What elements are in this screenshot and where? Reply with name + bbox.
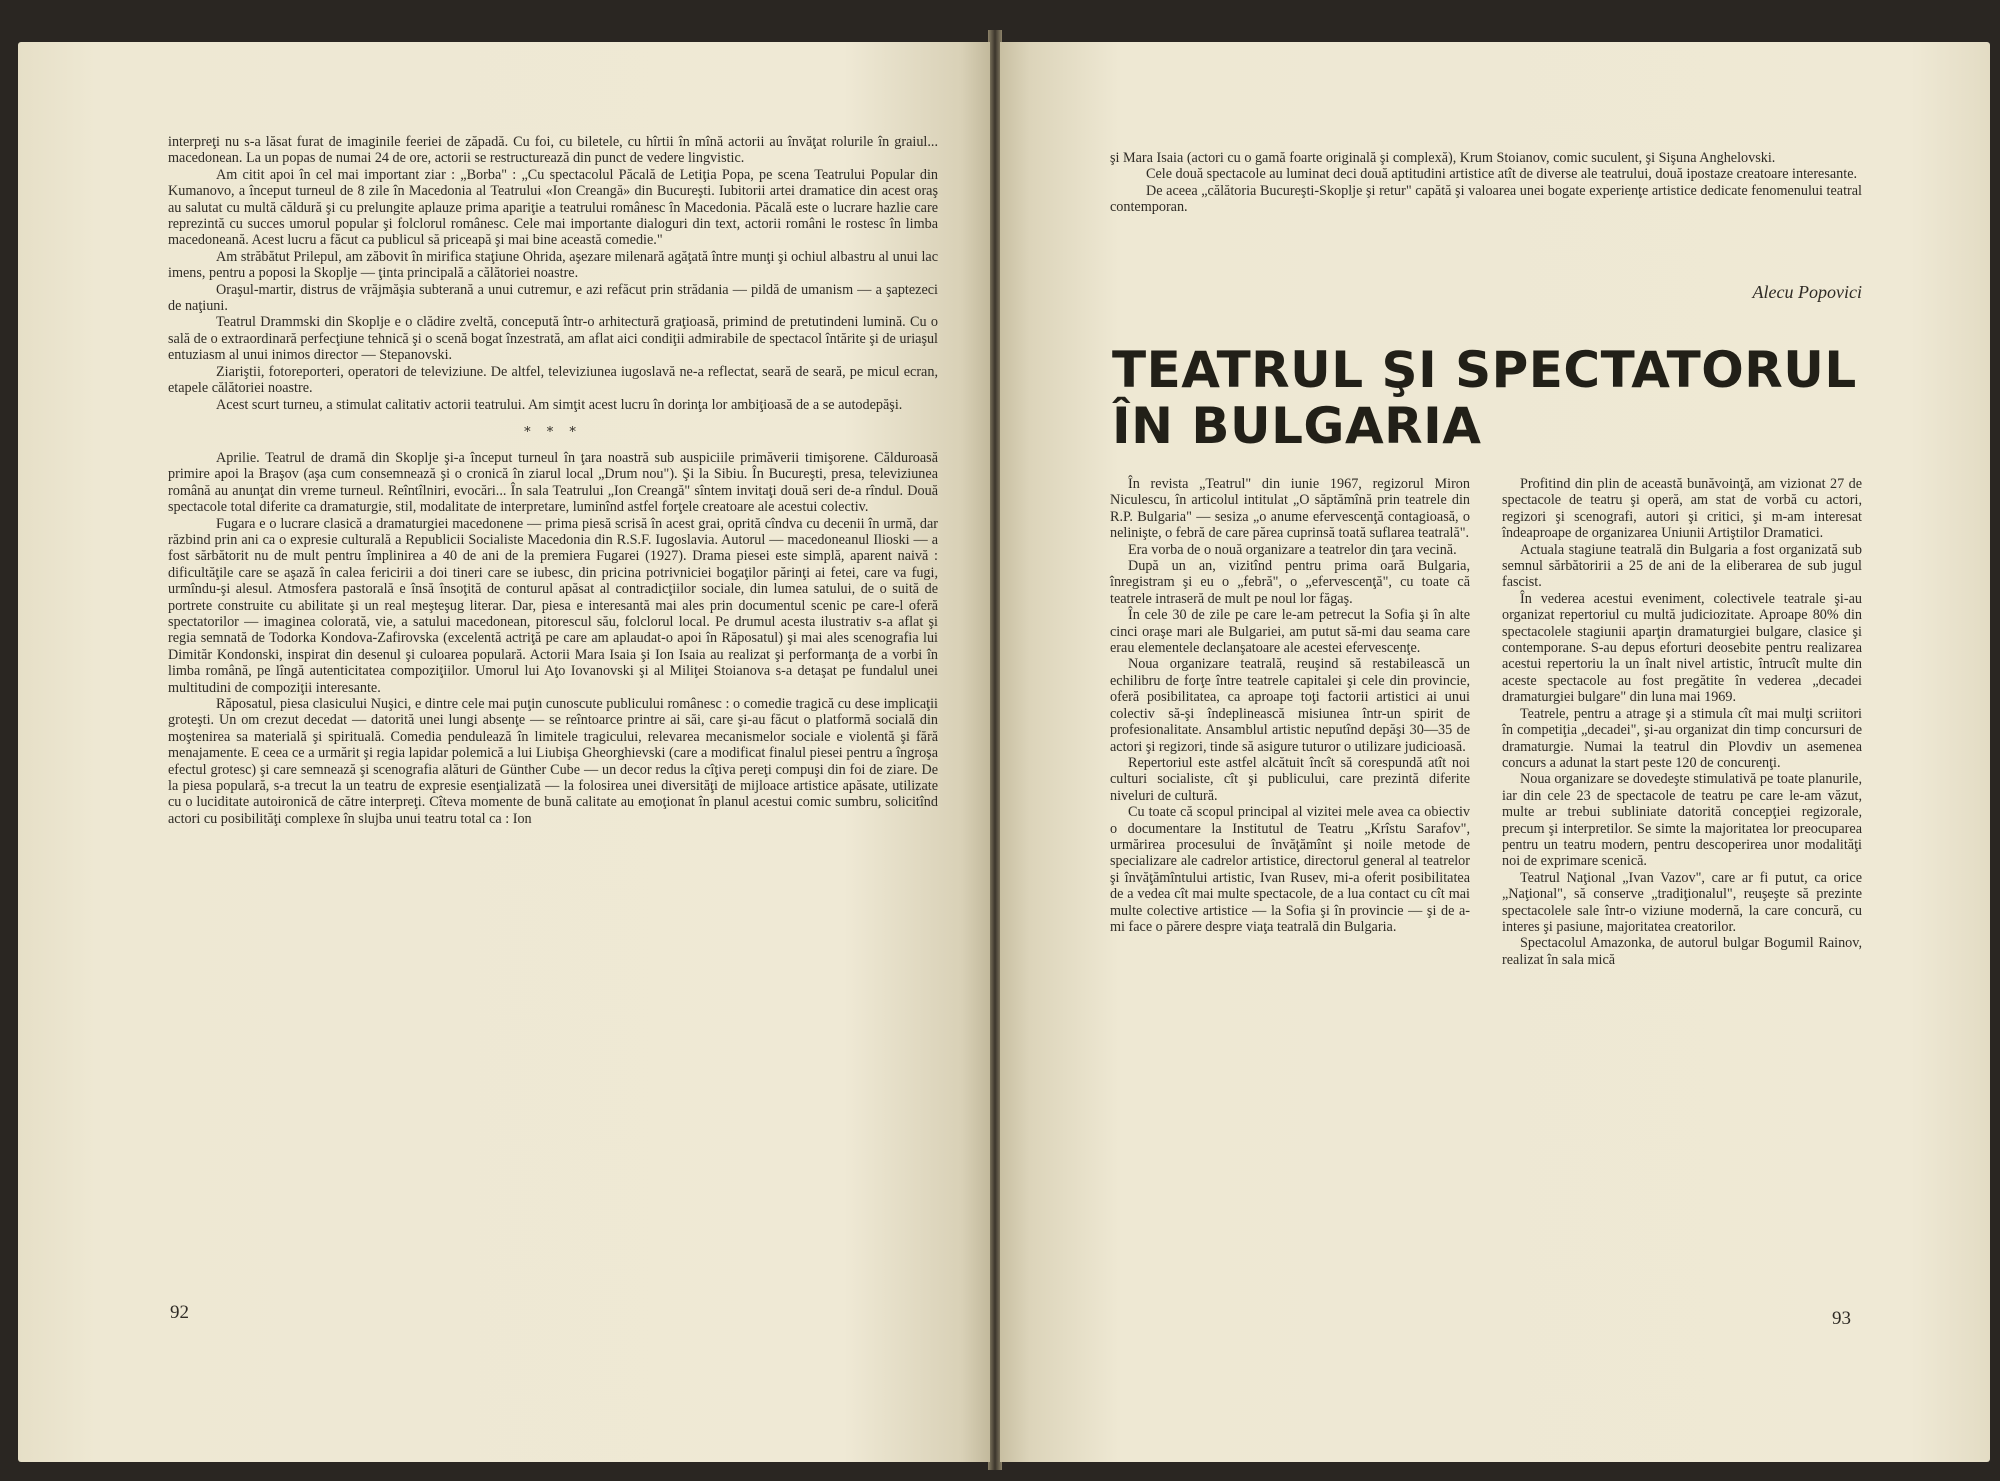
column-paragraph: În vederea acestui eveniment, colectivele teatrale şi-au organizat repertoriul cu multă judiciozitate. Aproape 80% din spectacolele stagiunii aparţin dramaturgiei bulgare, clasice şi contemporane. S-au depus eforturi deosebite pentru realizarea acestui repertoriu la un înalt nivel artistic, întrucît multe din aceste spectacole au fost pregătite în vederea „decadei dramaturgiei bulgare" din luna mai 1969. <box>1502 590 1862 706</box>
page-number-left: 92 <box>170 1302 189 1323</box>
column-paragraph: Spectacolul Amazonka, de autorul bulgar Bogumil Rainov, realizat în sala mică <box>1502 935 1862 968</box>
right-continuation-paragraph: De aceea „călătoria Bucureşti-Skoplje şi retur" capătă şi valoarea unei bogate experienţe artistice dedicate fenomenului teatral contemporan. <box>1110 182 1862 216</box>
right-continuation-paragraph: şi Mara Isaia (actori cu o gamă foarte originală şi complexă), Krum Stoianov, comic suculent, şi Sişuna Anghelovski. <box>1110 150 1776 166</box>
column-paragraph: Repertoriul este astfel alcătuit încît să corespundă atît noi culturi socialiste, cît şi publicului, care prezintă diferite niveluri de cultură. <box>1110 754 1470 804</box>
left-paragraph: Aprilie. Teatrul de dramă din Skoplje şi-a început turneul în ţara noastră sub auspiciile primăverii timişorene. Călduroasă primire apoi la Braşov (aşa cum consemnează şi o cronică în ziarul local „Drum nou"). Şi la Sibiu. În Bucureşti, presa, televiziunea română au anunţat din vreme turneul. Reîntîlniri, evocări... În sala Teatrului „Ion Creangă" sîntem invitaţi două seri de-a rîndul. Două spectacole total diferite ca dramaturgie, stil, modalitate de interpretare, luminînd astfel forţele creatoare ale acestui colectiv. <box>168 449 938 516</box>
page-number-right: 93 <box>1832 1308 1851 1329</box>
left-paragraphs-after <box>168 450 938 827</box>
column-paragraph: Teatrele, pentru a atrage şi a stimula cît mai mulţi scriitori în competiţia „decadei", şi-au organizat din timp concursuri de dramaturgie. Numai la teatrul din Plovdiv un asemenea concurs a adunat la start peste 120 de concurenţi. <box>1502 705 1862 771</box>
left-paragraph: Acest scurt turneu, a stimulat calitativ actorii teatrului. Am simţit acest lucru în dorinţa lor ambiţioasă de a se autodepăşi. <box>216 396 903 413</box>
previous-article-ending <box>1110 150 1862 216</box>
author-signature: Alecu Popovici <box>1752 282 1862 302</box>
left-paragraph: Răposatul, piesa clasicului Nuşici, e dintre cele mai puţin cunoscute publicului românesc : o comedie tragică cu dese implicaţii groteşti. Un om crezut decedat — datorită unei lungi absenţe — se reîntoarce printre ai săi, care şi-au făcut o platformă socială din moştenirea sa materială şi spirituală. Comedia pendulează în limitele tragicului, relevarea mecanismelor sociale e violentă şi fără menajamente. E ceea ce a urmărit şi regia lapidar polemică a lui Liubişa Gheorghievski (care a modificat finalul piesei pentru a îngroşa efectul grotesc) şi care semnează şi scenografia alături de Günther Cube — un decor redus la cîţiva pereţi compuşi din foi de ziare. De la piesa populară, s-a trecut la un teatru de expresie esenţializată — la folosirea unei diversităţi de mijloace artistice apăsate, utilizate cu o luciditate autoironică de către interpreţi. Cîteva momente de bună calitate au emoţionat în planul acestui comic sumbru, solicitînd actori cu posibilităţi complexe în slujba unui teatru total ca : Ion <box>168 696 938 827</box>
column-paragraph: Actuala stagiune teatrală din Bulgaria a fost organizată sub semnul sărbătoririi a 25 de ani de la eliberarea de sub jugul fascist. <box>1502 541 1862 591</box>
column-paragraph: Cu toate că scopul principal al vizitei mele avea ca obiectiv o documentare la Institutul de Teatru „Krîstu Sarafov", urmărirea procesului de învăţămînt şi noile metode de specializare ale cadrelor artistice, directorul general al teatrelor şi învăţămîntului artistic, Ivan Rusev, mi-a oferit posibilitatea de a vedea cît mai multe spectacole, de a lua contact cu cît mai multe colective artistice — la Sofia şi în provincie — şi de a-mi face o părere despre viaţa teatrală din Bulgaria. <box>1110 804 1470 935</box>
column-paragraph: Profitind din plin de această bunăvoinţă, am vizionat 27 de spectacole de teatru şi operă, am stat de vorbă cu actori, regizori şi scenografi, autori şi critici, şi m-am interesat îndeaproape de organizarea Uniunii Artiştilor Dramatici. <box>1502 476 1862 542</box>
article-column-b <box>1502 476 1862 968</box>
left-page-text <box>168 134 938 827</box>
left-paragraph: Oraşul-martir, distrus de vrăjmăşia subterană a unui cutremur, e azi refăcut prin strădania — pildă de umanism — a şaptezeci de naţiuni. <box>168 281 938 315</box>
column-paragraph: Noua organizare teatrală, reuşind să restabilească un echilibru de forţe între teatrele capitalei şi cele din provincie, oferă posibilitatea, ca aproape toţi factorii artistici ai unui colectiv să-şi îndeplinească misiunea într-un spirit de profesionalitate. Ansamblul artistic neputînd depăşi 30—35 de actori şi regizori, tinde să asigure tuturor o utilizare judicioasă. <box>1110 656 1470 755</box>
left-paragraph: Teatrul Drammski din Skoplje e o clădire zveltă, concepută într-o arhitectură graţioasă, primind de pretutindeni lumină. Cu o sală de o extraordinară perfecţiune tehnică şi o scenă bogat înzestrată, am aflat aici condiţii admirabile de spectacol întărite şi de uriaşul entuziasm al unui inimos director — Stepanovski. <box>168 314 938 364</box>
right-page <box>1000 42 1990 1462</box>
column-paragraph: Era vorba de o nouă organizare a teatrelor din ţara vecină. <box>1128 541 1457 558</box>
article-column-a <box>1110 476 1470 935</box>
article-title-line: ÎN BULGARIA <box>1112 397 1482 455</box>
left-paragraphs-before <box>168 134 938 413</box>
left-paragraph: Ziariştii, fotoreporteri, operatori de televiziune. De altfel, televiziunea iugoslavă ne-a reflectat, seară de seară, pe micul ecran, etapele călătoriei noastre. <box>168 363 938 397</box>
right-continuation-paragraph: Cele două spectacole au luminat deci două aptitudini artistice atît de diverse ale teatrului, două ipostaze creatoare interesante. <box>1146 166 1858 183</box>
left-page <box>18 42 990 1462</box>
left-paragraph: Am străbătut Prilepul, am zăbovit în mirifica staţiune Ohrida, aşezare milenară agăţată între munţi şi ochiul albastru al unui lac imens, pentru a poposi la Skoplje — ţinta principală a călătoriei noastre. <box>168 248 938 282</box>
left-paragraph: interpreţi nu s-a lăsat furat de imaginile feeriei de zăpadă. Cu foi, cu biletele, cu hîrtii în mînă actorii au învăţat rolurile în graiul... macedonean. La un popas de numai 24 de ore, actorii se restructurează din punct de vedere lingvistic. <box>168 134 938 167</box>
left-paragraph: Am citit apoi în cel mai important ziar : „Borba" : „Cu spectacolul Păcală de Letiţia Popa, pe scena Teatrului Popular din Kumanovo, a început turneul de 8 zile în Macedonia al Teatrului «Ion Creangă» din Bucureşti. Iubitorii artei dramatice din acest oraş au salutat cu multă căldură şi cu prelungite aplauze prima apariţie a teatrului românesc în Macedonia. Păcală este o lucrare hazlie care reprezintă cu succes umorul popular şi folclorul românesc. Cele mai importante dialoguri din text, actorii români le rostesc în limba macedoneană. Acest lucru a făcut ca publicul să priceapă şi mai bine această comedie." <box>168 166 938 249</box>
article-title-line: TEATRUL ŞI SPECTATORUL <box>1112 341 1857 399</box>
left-paragraph: Fugara e o lucrare clasică a dramaturgiei macedonene — prima piesă scrisă în acest grai, oprită cîndva cu decenii în urmă, dar răzbind prin ani ca o expresie culturală a Republicii Socialiste Macedonia din R.S.F. Iugoslavia. Autorul — macedoneanul Ilioski — a fost sărbătorit nu de mult pentru împlinirea a 40 de ani de la premiera Fugarei (1927). Drama piesei este simplă, aparent naivă : dificultăţile care se aşază în calea fericirii a doi tineri care se iubesc, din pricina potrivniciei bogaţilor părinţi ai fetei, care va fugi, urmîndu-şi alesul. Atmosfera pastorală e însă însoţită de conturul apăsat al contradicţiilor sociale, din lumea satului, de o suită de portrete construite cu abilitate şi un real meşteşug literar. Dar, piesa e interesantă mai ales prin documentul scenic pe care-l oferă spectatorilor — imaginea colorată, vie, a satului macedonean, pitorescul său, folclorul local. Pe drumul acesta ilustrativ s-a aflat şi regia semnată de Todorka Kondova-Zafirovska (excelentă actriţă pe care am aplaudat-o apoi în Răposatul) şi mai ales scenografia lui Dimităr Kondonski, inspirat din desenul şi culoarea populară. Actorii Mara Isaia şi Ion Isaia au realizat şi performanţa de a vorbi în limba română, pe lîngă autenticitatea compoziţiilor. Umorul lui Aţo Iovanovski şi al Miliţei Stoianova s-a detaşat pe fundalul unei multitudini de compoziţii interesante. <box>168 515 938 696</box>
column-paragraph: În revista „Teatrul" din iunie 1967, regizorul Miron Niculescu, în articolul intitulat „O săptămînă prin teatrele din R.P. Bulgaria" — sesiza „o anume efervescenţă contagioasă, o nelinişte, o febră de care părea cuprinsă toată suflarea teatrală". <box>1110 476 1470 542</box>
column-paragraph: În cele 30 de zile pe care le-am petrecut la Sofia şi în alte cinci oraşe mari ale Bulgariei, am putut să-mi dau seama care erau elementele declanşatoare ale acestei efervescenţe. <box>1110 607 1470 657</box>
column-paragraph: Teatrul Naţional „Ivan Vazov", care ar fi putut, ca orice „Naţional", să conserve „tradiţionalul", reuşeşte să prezinte spectacolele sale într-o viziune modernă, la care concură, cu interes şi pasiune, majoritatea creatorilor. <box>1502 869 1862 935</box>
article-title <box>1112 342 1872 454</box>
section-break: * * * <box>524 424 582 440</box>
column-paragraph: După un an, vizitînd pentru prima oară Bulgaria, înregistram şi eu o „febră", o „efervescenţă", cu toate că teatrele intraseră de mult pe noul lor făgaş. <box>1110 558 1470 607</box>
column-paragraph: Noua organizare se dovedeşte stimulativă pe toate planurile, iar din cele 23 de spectacole de teatru pe care le-am văzut, multe ar trebui subliniate datorită concepţiei regizorale, precum şi interpretilor. Se simte la majoritatea lor preocuparea pentru un teatru modern, pentru descoperirea unor modalităţi noi de exprimare scenică. <box>1502 771 1862 870</box>
